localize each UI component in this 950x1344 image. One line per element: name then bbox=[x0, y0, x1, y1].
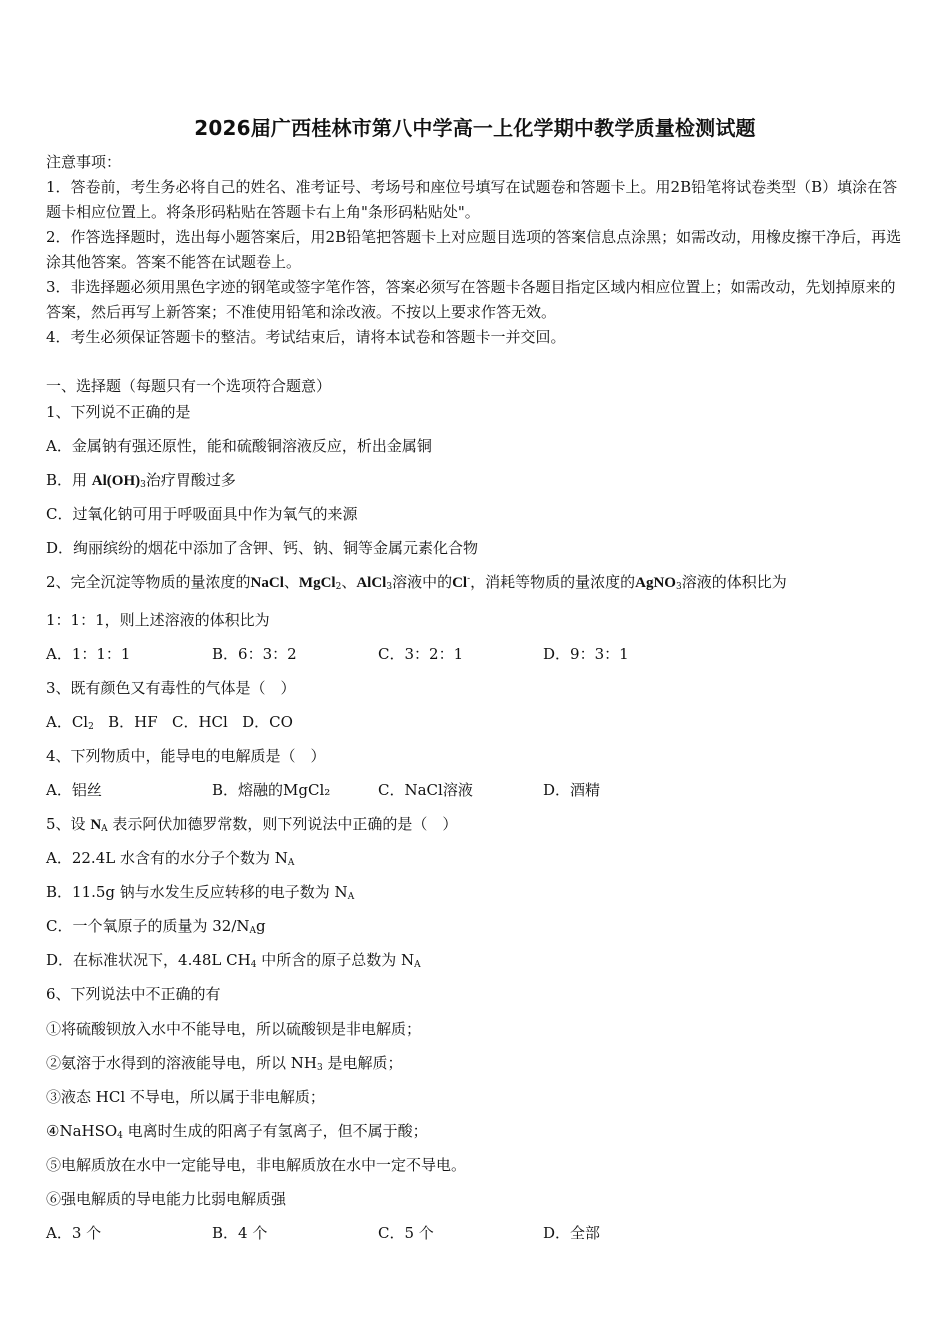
question-3-option-c: C．HCl bbox=[171, 713, 228, 731]
question-5-option-a: A．22.4L 水含有的水分子个数为 $N_A$ bbox=[46, 849, 295, 868]
question-1-option-d: D．绚丽缤纷的烟花中添加了含钾、钙、钠、铜等金属元素化合物 bbox=[46, 539, 479, 557]
question-6-statement-6: ⑥强电解质的导电能力比弱电解质强 bbox=[46, 1190, 287, 1208]
question-6-statement-2: ②氨溶于水得到的溶液能导电，所以 $NH_3$ 是电解质； bbox=[46, 1054, 403, 1073]
question-3-option-a: A．$Cl_2$ bbox=[46, 713, 94, 732]
question-1-option-b: B．用 $Al(OH)_3$治疗胃酸过多 bbox=[46, 471, 236, 490]
question-3-options bbox=[46, 711, 293, 732]
question-2-option-c: C．3：2：1 bbox=[378, 645, 464, 663]
question-5-option-b: B．11.5g 钠与水发生反应转移的电子数为 $N_A$ bbox=[46, 883, 355, 902]
question-2-option-a: A．1：1：1 bbox=[46, 645, 131, 663]
note-item: 3．非选择题必须用黑色字迹的钢笔或签字笔作答，答案必须写在答题卡各题目指定区域内相应位置上；如需改动，先划掉原来的答案，然后再写上新答案；不准使用铅笔和涂改液。不按以上要求作答无效。 bbox=[46, 278, 896, 321]
question-4-option-a: A．铝丝 bbox=[46, 781, 102, 799]
question-6-statement-5: ⑤电解质放在水中一定能导电，非电解质放在水中一定不导电。 bbox=[46, 1156, 467, 1174]
question-6-option-a: A．3 个 bbox=[46, 1224, 102, 1242]
question-6-stem: 6、下列说法中不正确的有 bbox=[46, 985, 221, 1003]
question-2-stem: 2、完全沉淀等物质的量浓度的NaCl、MgCl$_2$、AlCl$_3$溶液中的Cl-，消耗等物质的量浓度的AgNO$_3$溶液的体积比为 bbox=[46, 573, 787, 592]
question-6-statement-3: ③液态 HCl 不导电，所以属于非电解质； bbox=[46, 1088, 325, 1106]
note-item: 2．作答选择题时，选出每小题答案后，用2B铅笔把答题卡上对应题目选项的答案信息点涂黑；如需改动，用橡皮擦干净后，再选涂其他答案。答案不能答在试题卷上。 bbox=[46, 228, 902, 271]
question-2-stem-continued: 1：1：1，则上述溶液的体积比为 bbox=[46, 611, 270, 629]
question-4-option-d: D．酒精 bbox=[543, 781, 601, 799]
question-6-option-c: C．5 个 bbox=[378, 1224, 434, 1242]
question-3-option-d: D．CO bbox=[242, 713, 293, 731]
question-2-option-b: B．6：3：2 bbox=[212, 645, 297, 663]
question-1-option-c: C．过氧化钠可用于呼吸面具中作为氧气的来源 bbox=[46, 505, 358, 523]
page-title: 2026届广西桂林市第八中学高一上化学期中教学质量检测试题 bbox=[194, 116, 756, 140]
question-5-option-c: C．一个氧原子的质量为 $32/N_Ag$ bbox=[46, 917, 266, 936]
notes-heading: 注意事项： bbox=[46, 153, 122, 171]
note-item: 1．答卷前，考生务必将自己的姓名、准考证号、考场号和座位号填写在试题卷和答题卡上。用2B铅笔将试卷类型（B）填涂在答题卡相应位置上。将条形码粘贴在答题卡右上角"条形码粘贴处"。 bbox=[46, 178, 898, 221]
question-6-option-d: D．全部 bbox=[543, 1224, 601, 1242]
question-1-option-a: A．金属钠有强还原性，能和硫酸铜溶液反应，析出金属铜 bbox=[46, 437, 432, 455]
question-4-option-b: B．熔融的MgCl₂ bbox=[212, 781, 331, 799]
notes-block bbox=[46, 150, 910, 350]
note-item: 4．考生必须保证答题卡的整洁。考试结束后，请将本试卷和答题卡一并交回。 bbox=[46, 328, 566, 346]
question-6-statement-4: ④NaHSO$_4$ 电离时生成的阳离子有氢离子，但不属于酸； bbox=[46, 1122, 428, 1141]
question-6-statement-1: ①将硫酸钡放入水中不能导电，所以硫酸钡是非电解质； bbox=[46, 1020, 422, 1038]
question-1-stem: 1、下列说不正确的是 bbox=[46, 403, 191, 421]
question-6-option-b: B．4 个 bbox=[212, 1224, 268, 1242]
question-5-stem: 5、设 $N_A$ 表示阿伏加德罗常数，则下列说法中正确的是（ ） bbox=[46, 815, 458, 834]
question-5-option-d: D．在标准状况下，4.48L $CH_4$ 中所含的原子总数为 $N_A$ bbox=[46, 951, 421, 970]
question-3-option-b: B．HF bbox=[108, 713, 158, 731]
question-3-stem: 3、既有颜色又有毒性的气体是（ ） bbox=[46, 679, 296, 697]
section-heading: 一、选择题（每题只有一个选项符合题意） bbox=[46, 377, 332, 395]
question-2-option-d: D．9：3：1 bbox=[543, 645, 629, 663]
question-4-stem: 4、下列物质中，能导电的电解质是（ ） bbox=[46, 747, 326, 765]
question-4-option-c: C．NaCl溶液 bbox=[378, 781, 473, 799]
